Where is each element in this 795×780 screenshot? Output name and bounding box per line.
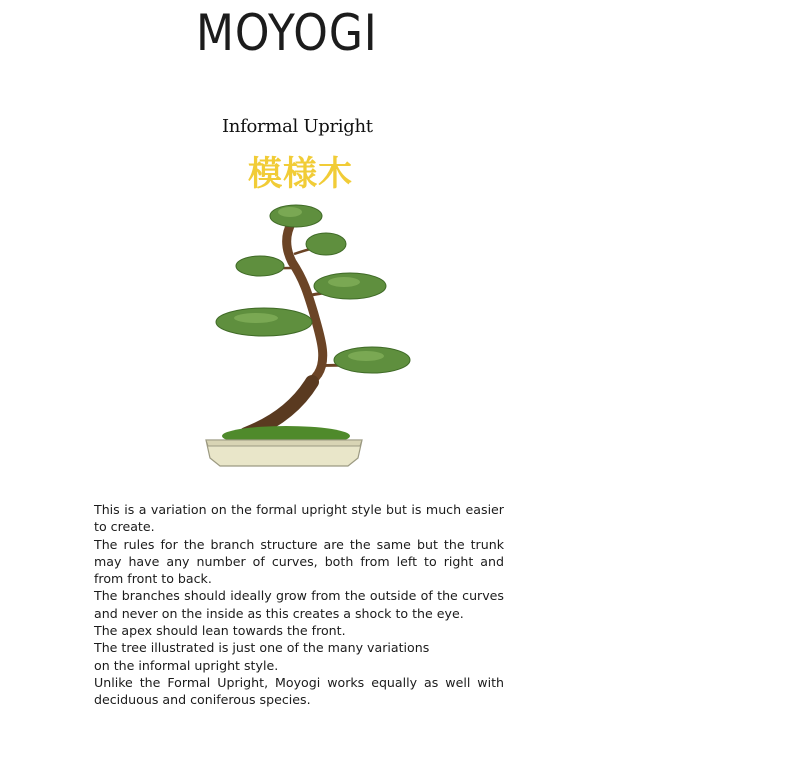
style-name-label: Informal Upright [222, 116, 373, 137]
pot-rim [206, 440, 362, 446]
foliage-highlight [348, 351, 384, 361]
foliage-pad-upper-right [306, 233, 346, 255]
kanji-label: 模様木 [248, 154, 353, 194]
paragraph: Unlike the Formal Upright, Moyogi works equally as well with deciduous and coniferous species. [94, 674, 504, 708]
foliage-highlight [328, 277, 360, 287]
bonsai-tree-illustration [200, 196, 415, 476]
paragraph: This is a variation on the formal upright style but is much easier to create. [94, 502, 504, 535]
description-text [94, 501, 504, 709]
page-title: MOYOGI [196, 4, 378, 62]
paragraph: The branches should ideally grow from the outside of the curves and never on the inside as this creates a shock to the eye. [94, 588, 504, 621]
foliage-pad-upper-left [236, 256, 284, 276]
foliage-highlight [278, 207, 302, 217]
paragraph: The tree illustrated is just one of the many variations on the informal upright style. [94, 640, 430, 673]
paragraph: The apex should lean towards the front. [94, 623, 346, 639]
paragraph: The rules for the branch structure are the same but the trunk may have any number of curves, both from left to right and from front to back. [94, 536, 504, 587]
foliage-highlight [234, 313, 278, 323]
